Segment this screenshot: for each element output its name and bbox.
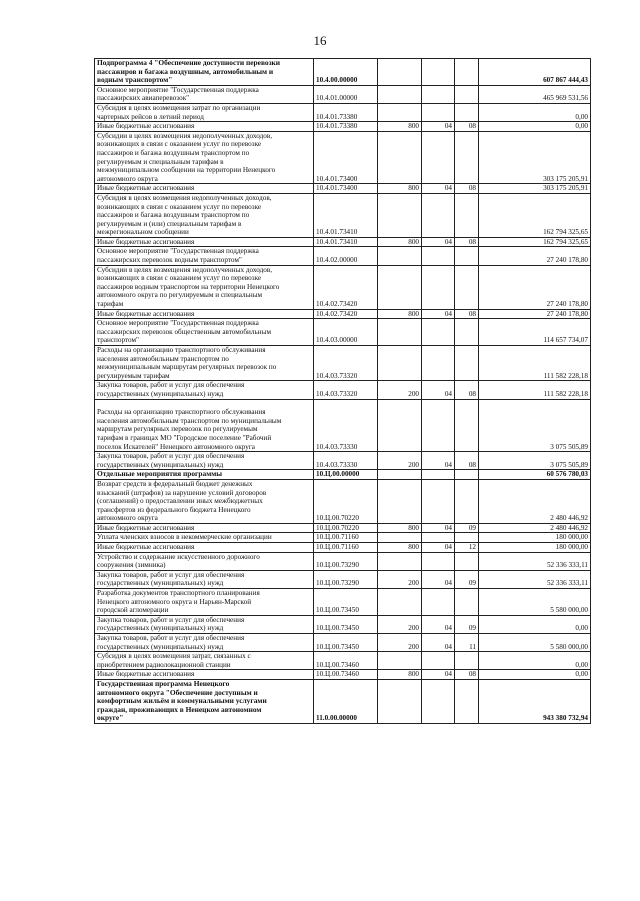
- section-cell: 04: [422, 543, 455, 553]
- expense-name-cell: Закупка товаров, работ и услуг для обеспечения государственных (муниципальных) нужд: [95, 615, 314, 633]
- subsection-cell: 12: [455, 543, 479, 553]
- subsection-cell: 11: [455, 634, 479, 652]
- expense-name-cell: Устройство и содержание искусственного дорожного сооружения (зимника): [95, 552, 314, 570]
- table-row: [95, 399, 591, 452]
- expense-name-cell: Основное мероприятие "Государственная поддержка пассажирских авиаперевозок": [95, 85, 314, 103]
- expense-type-cell: [378, 652, 422, 670]
- expense-type-cell: 200: [378, 381, 422, 399]
- subsection-cell: [455, 679, 479, 723]
- expense-name-cell: Субсидии в целях возмещения недополученных доходов, возникающих в связи с оказанием услуг по перевозке пассажиров и багажа воздушным транспортом по регулируемым и специальным тарифам в межмуниципальном сообщении на территории Ненецкого автономного округа: [95, 131, 314, 184]
- table-row: [95, 552, 591, 570]
- subsection-cell: 09: [455, 523, 479, 533]
- target-code-cell: 10.4.02.73420: [314, 309, 378, 319]
- amount-cell: 27 240 178,80: [479, 309, 591, 319]
- section-cell: 04: [422, 237, 455, 247]
- expense-type-cell: [378, 85, 422, 103]
- expense-name-cell: Субсидии в целях возмещения недополученных доходов, возникающих в связи с оказанием услуг по перевозке пассажиров водным транспортом на территории Ненецкого автономного округа по регулируемым и специальным тарифам: [95, 265, 314, 309]
- amount-cell: 162 794 325,65: [479, 193, 591, 237]
- subsection-cell: 08: [455, 237, 479, 247]
- page-number: 16: [313, 33, 327, 48]
- section-cell: 04: [422, 381, 455, 399]
- amount-cell: 2 480 446,92: [479, 523, 591, 533]
- subsection-cell: [455, 319, 479, 346]
- target-code-cell: 10.Ц.00.73290: [314, 570, 378, 588]
- subsection-cell: [455, 346, 479, 381]
- expense-name-cell: Подпрограмма 4 "Обеспечение доступности перевозки пассажиров и багажа воздушным, автомобильным и водным транспортом": [95, 59, 314, 86]
- subsection-cell: 08: [455, 381, 479, 399]
- table-row: [95, 346, 591, 381]
- expense-name-cell: Иные бюджетные ассигнования: [95, 670, 314, 680]
- target-code-cell: 10.4.03.73320: [314, 346, 378, 381]
- table-row: [95, 247, 591, 265]
- amount-cell: 52 336 333,11: [479, 552, 591, 570]
- expense-type-cell: [378, 131, 422, 184]
- target-code-cell: 10.Ц.00.73450: [314, 634, 378, 652]
- table-row: [95, 589, 591, 616]
- amount-cell: 943 380 732,94: [479, 679, 591, 723]
- expense-type-cell: [378, 479, 422, 523]
- expense-type-cell: [378, 193, 422, 237]
- expense-type-cell: [378, 399, 422, 452]
- expense-name-cell: Закупка товаров, работ и услуг для обеспечения государственных (муниципальных) нужд: [95, 381, 314, 399]
- subsection-cell: 08: [455, 309, 479, 319]
- subsection-cell: [455, 103, 479, 121]
- subsection-cell: [455, 589, 479, 616]
- target-code-cell: 10.4.01.00000: [314, 85, 378, 103]
- section-cell: 04: [422, 670, 455, 680]
- amount-cell: 3 075 505,89: [479, 399, 591, 452]
- expense-name-cell: Возврат средств в федеральный бюджет денежных взысканий (штрафов) за нарушение условий договоров (соглашений) о предоставлении иных межбюджетных трансфертов из федерального бюджета Ненецкого автономного округа: [95, 479, 314, 523]
- section-cell: [422, 193, 455, 237]
- subsection-cell: [455, 399, 479, 452]
- section-cell: [422, 247, 455, 265]
- section-cell: [422, 589, 455, 616]
- expense-type-cell: [378, 552, 422, 570]
- target-code-cell: 10.Ц.00.00000: [314, 470, 378, 480]
- subsection-cell: 08: [455, 184, 479, 194]
- expense-name-cell: Закупка товаров, работ и услуг для обеспечения государственных (муниципальных) нужд: [95, 570, 314, 588]
- amount-cell: 0,00: [479, 122, 591, 132]
- amount-cell: 162 794 325,65: [479, 237, 591, 247]
- expense-name-cell: Государственная программа Ненецкого автономного округа "Обеспечение доступным и комфортным жильём и коммунальными услугами граждан, проживающих в Ненецком автономном округе": [95, 679, 314, 723]
- subsection-cell: [455, 470, 479, 480]
- expense-name-cell: Расходы на организацию транспортного обслуживания населения автомобильным транспортом по муниципальным маршрутам регулярных перевозок по регулируемым тарифам в границах МО "Городское поселение "Рабочий поселок Искателей" Ненецкого автономного округа: [95, 399, 314, 452]
- subsection-cell: 08: [455, 452, 479, 470]
- amount-cell: 303 175 205,91: [479, 131, 591, 184]
- target-code-cell: 10.Ц.00.71160: [314, 533, 378, 543]
- amount-cell: 2 480 446,92: [479, 479, 591, 523]
- table-row: [95, 634, 591, 652]
- target-code-cell: 10.Ц.00.73450: [314, 615, 378, 633]
- subsection-cell: [455, 247, 479, 265]
- target-code-cell: 10.Ц.00.73450: [314, 589, 378, 616]
- expense-name-cell: Иные бюджетные ассигнования: [95, 122, 314, 132]
- table-row: [95, 523, 591, 533]
- target-code-cell: 11.0.00.00000: [314, 679, 378, 723]
- table-row: [95, 103, 591, 121]
- amount-cell: 52 336 333,11: [479, 570, 591, 588]
- expense-name-cell: Закупка товаров, работ и услуг для обеспечения государственных (муниципальных) нужд: [95, 452, 314, 470]
- section-cell: 04: [422, 184, 455, 194]
- table-row: [95, 309, 591, 319]
- subsection-cell: 09: [455, 615, 479, 633]
- subsection-cell: [455, 479, 479, 523]
- amount-cell: 111 582 228,18: [479, 346, 591, 381]
- target-code-cell: 10.Ц.00.73290: [314, 552, 378, 570]
- table-row: [95, 615, 591, 633]
- budget-table-body: [95, 59, 591, 724]
- table-row: [95, 193, 591, 237]
- subsection-cell: [455, 652, 479, 670]
- target-code-cell: 10.4.03.00000: [314, 319, 378, 346]
- expense-name-cell: Отдельные мероприятия программы: [95, 470, 314, 480]
- subsection-cell: [455, 193, 479, 237]
- expense-name-cell: Закупка товаров, работ и услуг для обеспечения государственных (муниципальных) нужд: [95, 634, 314, 652]
- expense-name-cell: Расходы на организацию транспортного обслуживания населения автомобильным транспортом по межмуниципальным маршрутам регулярных перевозок по регулируемым тарифам: [95, 346, 314, 381]
- subsection-cell: [455, 85, 479, 103]
- section-cell: 04: [422, 523, 455, 533]
- section-cell: [422, 552, 455, 570]
- table-row: [95, 452, 591, 470]
- target-code-cell: 10.Ц.00.70220: [314, 523, 378, 533]
- budget-table: [94, 58, 591, 724]
- table-row: [95, 319, 591, 346]
- section-cell: [422, 470, 455, 480]
- expense-name-cell: Иные бюджетные ассигнования: [95, 523, 314, 533]
- amount-cell: 607 867 444,43: [479, 59, 591, 86]
- section-cell: [422, 479, 455, 523]
- table-row: [95, 122, 591, 132]
- expense-type-cell: 200: [378, 452, 422, 470]
- expense-type-cell: 200: [378, 634, 422, 652]
- table-row: [95, 265, 591, 309]
- target-code-cell: 10.4.01.73380: [314, 122, 378, 132]
- expense-type-cell: 800: [378, 543, 422, 553]
- section-cell: [422, 399, 455, 452]
- subsection-cell: 08: [455, 122, 479, 132]
- table-row: [95, 679, 591, 723]
- expense-name-cell: Основное мероприятие "Государственная поддержка пассажирских перевозок общественным автомобильным транспортом": [95, 319, 314, 346]
- section-cell: [422, 59, 455, 86]
- expense-type-cell: 200: [378, 615, 422, 633]
- target-code-cell: 10.Ц.00.70220: [314, 479, 378, 523]
- expense-type-cell: [378, 247, 422, 265]
- section-cell: [422, 103, 455, 121]
- subsection-cell: 08: [455, 670, 479, 680]
- expense-type-cell: [378, 103, 422, 121]
- expense-type-cell: [378, 589, 422, 616]
- amount-cell: 3 075 505,89: [479, 452, 591, 470]
- section-cell: [422, 85, 455, 103]
- target-code-cell: 10.4.03.73330: [314, 452, 378, 470]
- expense-type-cell: 800: [378, 670, 422, 680]
- section-cell: [422, 652, 455, 670]
- subsection-cell: [455, 265, 479, 309]
- expense-name-cell: Иные бюджетные ассигнования: [95, 184, 314, 194]
- expense-name-cell: Уплата членских взносов в некоммерческие организации: [95, 533, 314, 543]
- table-row: [95, 670, 591, 680]
- table-row: [95, 237, 591, 247]
- expense-name-cell: Основное мероприятие "Государственная поддержка пассажирских перевозок водным транспортом": [95, 247, 314, 265]
- expense-type-cell: [378, 265, 422, 309]
- table-row: [95, 184, 591, 194]
- amount-cell: 60 576 780,03: [479, 470, 591, 480]
- table-row: [95, 131, 591, 184]
- amount-cell: 5 580 000,00: [479, 589, 591, 616]
- expense-type-cell: 800: [378, 237, 422, 247]
- amount-cell: 27 240 178,80: [479, 265, 591, 309]
- table-row: [95, 470, 591, 480]
- amount-cell: 180 000,00: [479, 533, 591, 543]
- expense-type-cell: [378, 533, 422, 543]
- amount-cell: 0,00: [479, 670, 591, 680]
- section-cell: [422, 679, 455, 723]
- amount-cell: 5 580 000,00: [479, 634, 591, 652]
- expense-type-cell: 200: [378, 570, 422, 588]
- target-code-cell: 10.4.01.73400: [314, 131, 378, 184]
- target-code-cell: 10.4.01.73400: [314, 184, 378, 194]
- table-row: [95, 543, 591, 553]
- section-cell: [422, 346, 455, 381]
- section-cell: 04: [422, 615, 455, 633]
- target-code-cell: 10.Ц.00.73460: [314, 670, 378, 680]
- section-cell: 04: [422, 309, 455, 319]
- table-row: [95, 59, 591, 86]
- section-cell: [422, 131, 455, 184]
- expense-type-cell: [378, 679, 422, 723]
- target-code-cell: 10.4.01.73380: [314, 103, 378, 121]
- subsection-cell: [455, 552, 479, 570]
- section-cell: [422, 533, 455, 543]
- target-code-cell: 10.4.01.73410: [314, 237, 378, 247]
- target-code-cell: 10.4.00.00000: [314, 59, 378, 86]
- table-row: [95, 533, 591, 543]
- subsection-cell: [455, 59, 479, 86]
- subsection-cell: 09: [455, 570, 479, 588]
- amount-cell: 465 969 531,56: [479, 85, 591, 103]
- expense-type-cell: 800: [378, 309, 422, 319]
- amount-cell: 180 000,00: [479, 543, 591, 553]
- table-row: [95, 570, 591, 588]
- section-cell: [422, 319, 455, 346]
- amount-cell: 111 582 228,18: [479, 381, 591, 399]
- expense-type-cell: 800: [378, 523, 422, 533]
- section-cell: 04: [422, 570, 455, 588]
- expense-name-cell: Иные бюджетные ассигнования: [95, 237, 314, 247]
- expense-type-cell: [378, 470, 422, 480]
- amount-cell: 303 175 205,91: [479, 184, 591, 194]
- subsection-cell: [455, 131, 479, 184]
- target-code-cell: 10.4.02.73420: [314, 265, 378, 309]
- expense-name-cell: Субсидия в целях возмещения затрат по организации чартерных рейсов в летний период: [95, 103, 314, 121]
- target-code-cell: 10.Ц.00.71160: [314, 543, 378, 553]
- section-cell: 04: [422, 122, 455, 132]
- target-code-cell: 10.Ц.00.73460: [314, 652, 378, 670]
- expense-name-cell: Субсидия в целях возмещения недополученных доходов, возникающих в связи с оказанием услуг по перевозке пассажиров и багажа воздушным транспортом по регулируемым и (или) специальным тарифам в межрегиональном сообщении: [95, 193, 314, 237]
- expense-type-cell: [378, 319, 422, 346]
- target-code-cell: 10.4.01.73410: [314, 193, 378, 237]
- table-row: [95, 652, 591, 670]
- section-cell: 04: [422, 634, 455, 652]
- amount-cell: 0,00: [479, 652, 591, 670]
- target-code-cell: 10.4.03.73330: [314, 399, 378, 452]
- table-row: [95, 381, 591, 399]
- expense-name-cell: Иные бюджетные ассигнования: [95, 543, 314, 553]
- amount-cell: 0,00: [479, 615, 591, 633]
- subsection-cell: [455, 533, 479, 543]
- expense-name-cell: Разработка документов транспортного планирования Ненецкого автономного округа и Нарьян-Марской городской агломерации: [95, 589, 314, 616]
- expense-name-cell: Иные бюджетные ассигнования: [95, 309, 314, 319]
- amount-cell: 27 240 178,80: [479, 247, 591, 265]
- target-code-cell: 10.4.02.00000: [314, 247, 378, 265]
- target-code-cell: 10.4.03.73320: [314, 381, 378, 399]
- table-row: [95, 85, 591, 103]
- expense-type-cell: [378, 59, 422, 86]
- amount-cell: 0,00: [479, 103, 591, 121]
- expense-type-cell: 800: [378, 184, 422, 194]
- expense-name-cell: Субсидия в целях возмещения затрат, связанных с приобретением радиолокационной станции: [95, 652, 314, 670]
- section-cell: 04: [422, 452, 455, 470]
- expense-type-cell: [378, 346, 422, 381]
- table-row: [95, 479, 591, 523]
- section-cell: [422, 265, 455, 309]
- amount-cell: 114 657 734,07: [479, 319, 591, 346]
- expense-type-cell: 800: [378, 122, 422, 132]
